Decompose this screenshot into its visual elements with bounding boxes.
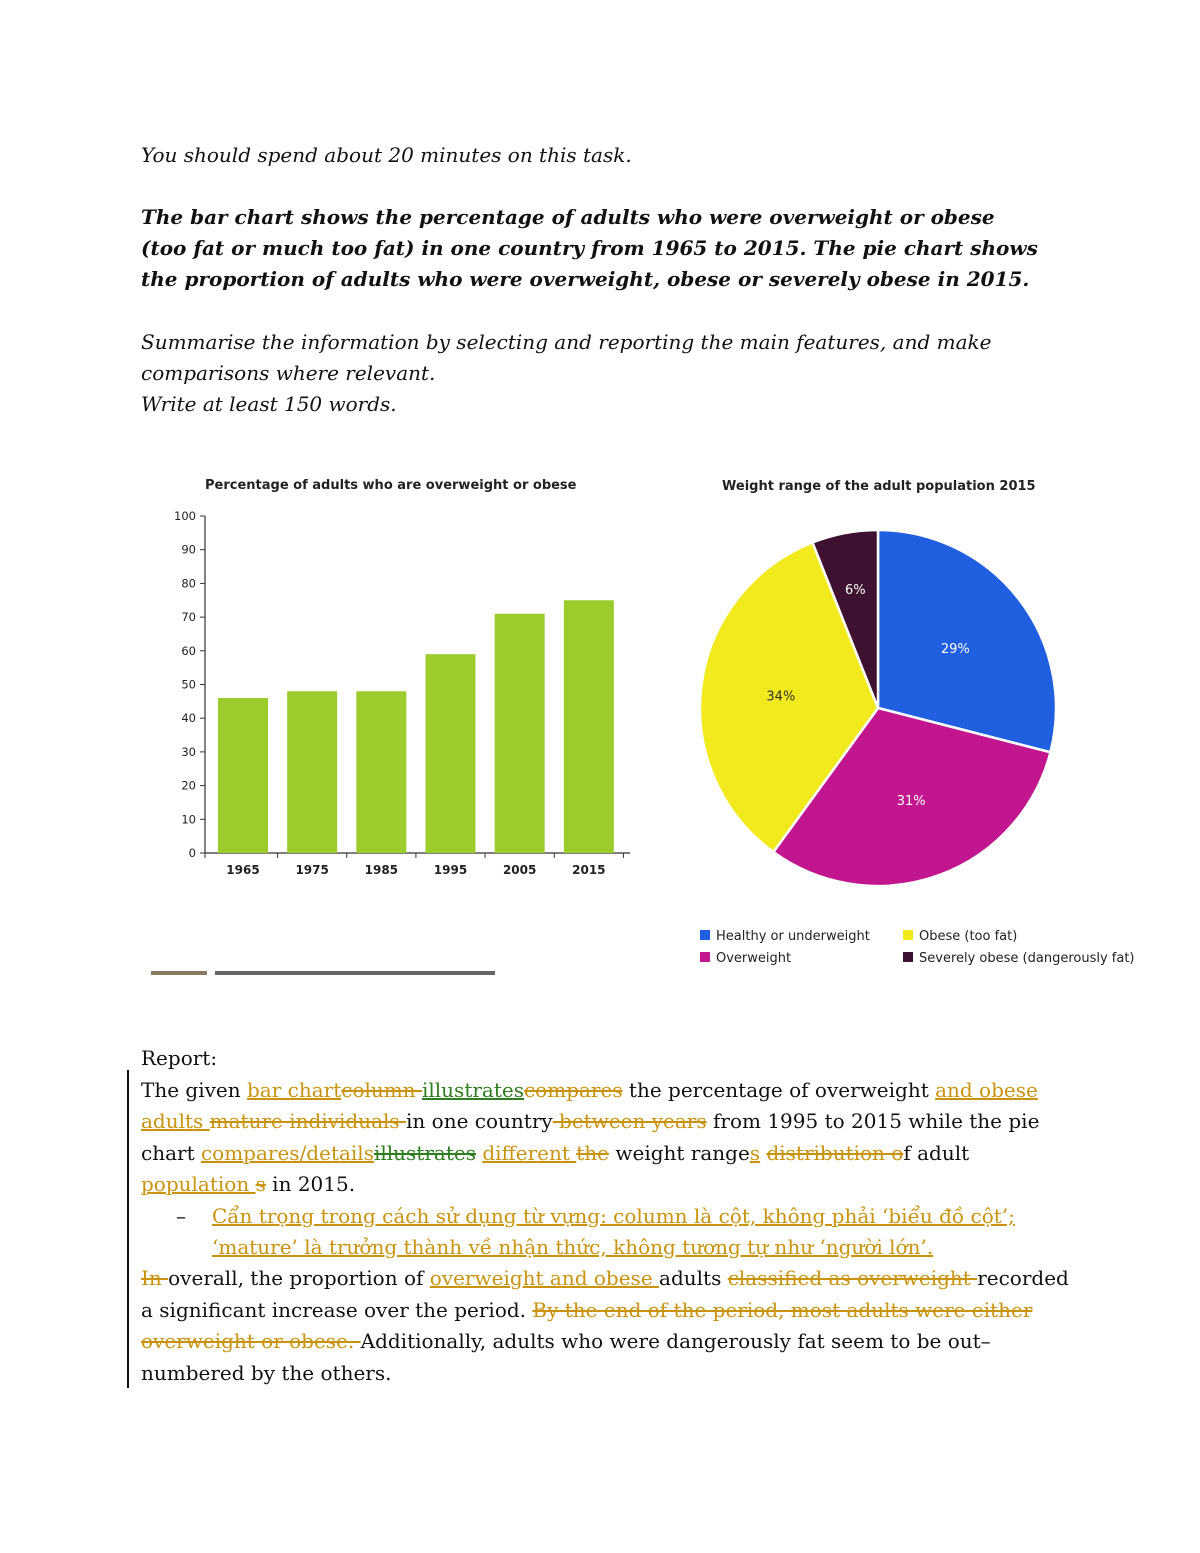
pie-slice-label: 34% bbox=[766, 689, 796, 705]
text-run: from 1995 to 2015 while the pie chart bbox=[141, 1109, 1040, 1165]
report-paragraph-1 bbox=[141, 1075, 1071, 1201]
charts-svg bbox=[145, 450, 1175, 980]
text-run: in one country bbox=[406, 1109, 553, 1133]
deletion: classified as overweight bbox=[727, 1266, 978, 1290]
pie-chart-legend bbox=[700, 929, 1135, 966]
chart-figure bbox=[145, 450, 1175, 980]
legend-swatch bbox=[903, 930, 913, 940]
note-text: Cẩn trọng trong cách sử dụng từ vựng: column là cột, không phải ‘biểu đồ cột’; ‘mature’ là trưởng thành về nhận thức, không tương tự như ‘người lớn’. bbox=[212, 1204, 1015, 1259]
bar-x-tick-label: 1985 bbox=[364, 863, 399, 877]
text-run: the percentage of overweight bbox=[622, 1077, 936, 1102]
insertion: compares/details bbox=[200, 1140, 374, 1165]
revision-bar-1 bbox=[127, 1070, 129, 1268]
text-run: weight range bbox=[609, 1140, 750, 1165]
legend-label: Severely obese (dangerously fat) bbox=[919, 951, 1135, 966]
insertion: s bbox=[749, 1140, 761, 1165]
legend-swatch bbox=[700, 930, 710, 940]
pie-chart-title: Weight range of the adult population 2015 bbox=[722, 479, 1036, 494]
text-run: The given bbox=[141, 1077, 247, 1102]
bar-chart-title: Percentage of adults who are overweight or obese bbox=[205, 478, 577, 493]
pie-slice-label: 29% bbox=[940, 641, 970, 657]
note-dash: – bbox=[176, 1204, 186, 1228]
legend-swatch bbox=[700, 952, 710, 962]
deletion: illustrates bbox=[373, 1140, 476, 1165]
cropped-text-fragment bbox=[215, 971, 495, 975]
report-paragraph-2-wrap bbox=[141, 1263, 1071, 1389]
pie-chart-slices bbox=[700, 530, 1056, 886]
bar-y-tick-label: 0 bbox=[188, 846, 196, 860]
bar-y-tick-label: 50 bbox=[181, 677, 196, 692]
bar-y-tick-label: 10 bbox=[181, 812, 196, 827]
task-prompt bbox=[141, 202, 1041, 295]
bar-y-tick-label: 80 bbox=[181, 576, 196, 591]
bar-mark bbox=[564, 600, 614, 853]
legend-label: Overweight bbox=[716, 951, 792, 966]
deletion: distribution o bbox=[766, 1140, 904, 1165]
deletion: In bbox=[141, 1266, 169, 1290]
deletion: By the end of the period, most adults were either overweight or obese. bbox=[141, 1297, 1033, 1353]
text-run: in 2015. bbox=[265, 1172, 356, 1196]
insertion: population bbox=[141, 1172, 256, 1196]
task-word-count: Write at least 150 words. bbox=[141, 392, 397, 416]
insertion: and obese adults bbox=[141, 1077, 1038, 1133]
task-time-text: You should spend about 20 minutes on this task. bbox=[141, 143, 632, 167]
bar-x-tick-label: 1965 bbox=[226, 863, 260, 877]
deletion: compares bbox=[523, 1077, 623, 1102]
bar-mark bbox=[218, 698, 268, 853]
bar-y-tick-label: 60 bbox=[181, 643, 196, 658]
legend-label: Healthy or underweight bbox=[716, 929, 870, 944]
text-run: recorded a significant increase over the period. bbox=[141, 1266, 1069, 1322]
report-section bbox=[141, 1043, 1071, 1201]
teacher-note bbox=[176, 1201, 1056, 1263]
bar-y-tick-label: 40 bbox=[181, 711, 196, 726]
text-run: f adult bbox=[903, 1140, 970, 1165]
bar-x-tick-label: 1995 bbox=[433, 863, 468, 877]
deletion: between years bbox=[552, 1109, 707, 1133]
bar-chart-bars bbox=[218, 600, 614, 853]
task-prompt-text: The bar chart shows the percentage of adults who were overweight or obese (too fat or much too fat) in one country from 1965 to 2015. The pie chart shows the proportion of adults who were overweight, obese or severely obese in 2015. bbox=[141, 205, 1038, 291]
insertion: illustrates bbox=[421, 1077, 524, 1102]
bar-mark bbox=[426, 654, 476, 853]
insertion: bar chart bbox=[247, 1077, 342, 1102]
task-instructions-text: Summarise the information by selecting and reporting the main features, and make comparisons where relevant. bbox=[141, 330, 992, 385]
bar-x-tick-label: 1975 bbox=[295, 863, 329, 877]
insertion: different bbox=[482, 1140, 577, 1165]
task-time-note bbox=[141, 140, 1041, 171]
pie-slice-label: 6% bbox=[845, 583, 866, 599]
legend-label: Obese (too fat) bbox=[919, 929, 1018, 944]
deletion: mature individuals bbox=[209, 1109, 407, 1133]
task-instructions bbox=[141, 327, 1041, 420]
cropped-icon-fragment bbox=[151, 971, 207, 975]
text-run: overall, the proportion of bbox=[168, 1266, 430, 1290]
text-run: adults bbox=[659, 1266, 728, 1290]
bar-mark bbox=[287, 691, 337, 853]
bar-x-tick-label: 2005 bbox=[502, 863, 537, 877]
report-heading: Report: bbox=[141, 1046, 218, 1070]
deletion: the bbox=[576, 1140, 610, 1165]
deletion: column bbox=[341, 1077, 422, 1102]
bar-x-tick-label: 2015 bbox=[572, 863, 606, 877]
bar-y-tick-label: 90 bbox=[181, 542, 196, 557]
bar-y-tick-label: 20 bbox=[181, 778, 196, 793]
bar-y-tick-label: 30 bbox=[181, 744, 196, 759]
deletion: s bbox=[255, 1172, 266, 1196]
report-paragraph-2 bbox=[141, 1263, 1071, 1389]
revision-bar-2 bbox=[127, 1268, 129, 1388]
bar-y-tick-label: 70 bbox=[181, 610, 196, 625]
insertion: overweight and obese bbox=[429, 1266, 660, 1290]
legend-swatch bbox=[903, 952, 913, 962]
text-run: Additionally, adults who were dangerously fat seem to be out–numbered by the others. bbox=[141, 1329, 991, 1385]
bar-mark bbox=[495, 614, 545, 853]
bar-y-tick-label: 100 bbox=[174, 509, 196, 523]
bar-mark bbox=[356, 691, 406, 853]
pie-slice-label: 31% bbox=[896, 794, 926, 810]
